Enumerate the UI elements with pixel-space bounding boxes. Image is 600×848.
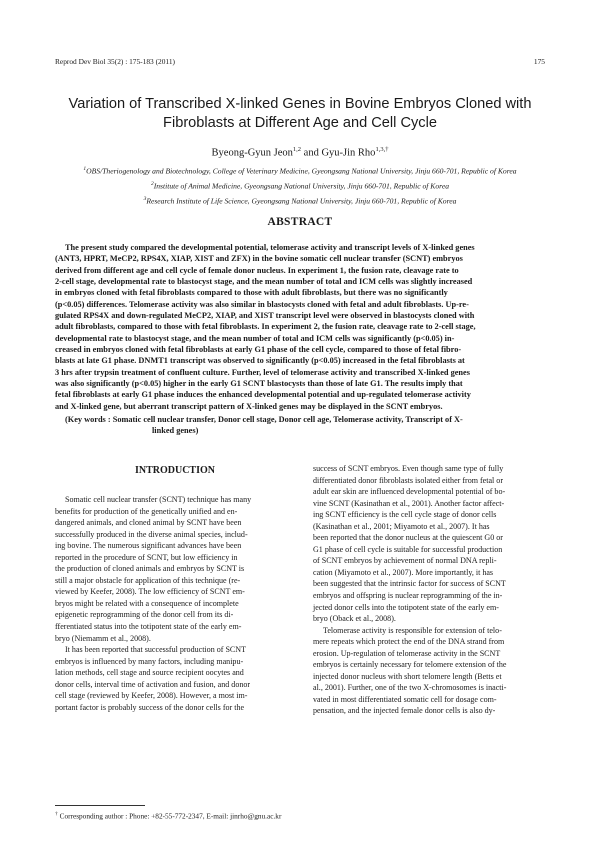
affiliation-line: $^3$Research Institute of Life Science, Gyeongsang National University, Jinju 660-701, Republic of Korea: [143, 196, 457, 206]
abstract-body: The present study compared the developmental potential, telomerase activity and transcript levels of X-linked genes (ANT3, HPRT, MeCP2, RPS4X, XIAP, XIST and ZFX) in the bovine somatic cell nuclear transfer (SCNT) embryos derived from different age and cell cycle of female donor nucleus. In experiment 1, the fusion rate, cleavage rate to 2-cell stage, developmental rate to blastocyst stage, and the mean number of total and ICM cells was slightly increased in embryos cloned with fetal fibroblasts compared to those with adult fibroblasts, but there was no significantly (p<0.05) differences. Telomerase activity was also similar in blastocysts cloned with fetal and adult fibroblasts. Up-re- gulated RPS4X and down-regulated MeCP2, XIAP, and XIST transcript level were observed in blastocysts cloned with adult fibroblasts, compared to those with fetal fibroblasts. In experiment 2, the fusion rate, cleavage rate to 2-cell stage, developmental rate to blastocyst stage, and the mean number of total and ICM cells was significantly (p<0.05) in- creased in embryos cloned with fetal fibroblasts at early G1 phase of the cell cycle, compared to those of fetal fibro- blasts at late G1 phase. DNMT1 transcript was observed to significantly (p<0.05) increased in the fetal fibroblasts at 3 hrs after trypsin treatment of confluent culture. Further, level of telomerase activity and transcribed X-linked genes was also significantly (p<0.05) higher in the early G1 SCNT blastocysts than those of late G1. The results imply that fetal fibroblasts at early G1 phase induces the enhanced developmental potential and up-regulated telomerase activity and X-linked gene, but aberrant transcript pattern of X-linked genes may be displayed in the SCNT embryos.: [55, 243, 476, 411]
article-title: [40, 95, 560, 133]
title-line: Fibroblasts at Different Age and Cell Cycle: [163, 115, 437, 131]
author-affiliation-mark: 1,3,†: [375, 146, 389, 153]
page-number: 175: [533, 57, 545, 66]
abstract-heading: ABSTRACT: [267, 216, 333, 228]
corresponding-author-footnote: [55, 811, 281, 820]
body-column-right: success of SCNT embryos. Even though same type of fully differentiated donor fibroblasts isolated either from fetal or adult ear skin are influenced developmental potential of bo- vine SCNT (Kasinathan et al., 2001). Another factor affect- ing SCNT efficiency is the cell cycle stage of donor cells (Kasinathan et al., 2001; Miyamoto et al., 2007). It has been reported that the donor nucleus at the quiescent G0 or G1 phase of cell cycle is suitable for successful production of SCNT embryos by achievement of normal DNA repli- cation (Miyamoto et al., 2007). More importantly, it has been suggested that the intrinsic factor for success of SCNT embryos and offspring is nuclear reprogramming of the in- jected donor cells into the totipotent state of the early em- bryo (Oback et al., 2008). Telomerase activity is responsible for extension of telo- mere repeats which protect the end of the DNA strand from erosion. Up-regulation of telomerase activity in the SCNT embryos is certainly necessary for telomere extension of the injected donor nucleus with short telomere length (Betts et al., 2001). Further, one of the two X-chromosomes is inacti- vated in most differentiated somatic cell for dosage com- pensation, and the injected female donor cells is also dy-: [313, 464, 507, 716]
footnote-mark: †: [55, 811, 58, 817]
affiliation-line: $^2$Institute of Animal Medicine, Gyeongsang National University, Jinju 660-701, Republic of Korea: [150, 181, 450, 191]
journal-citation: Reprod Dev Biol 35(2) : 175-183 (2011): [55, 57, 176, 66]
body-column-left: Somatic cell nuclear transfer (SCNT) technique has many benefits for production of the genetically unified and en- dangered animals, and cloned animal by SCNT have been successfully produced in the diverse animal species, includ- ing bovine. The numerous significant advances have been reported in the procedure of SCNT, but low efficiency in the production of cloned animals and embryos by SCNT is still a major obstacle for application of this technique (re- viewed by Keefer, 2008). The low efficiency of SCNT em- bryos might be related with a consequence of incomplete epigenetic reprogramming of the donor cell from its di- fferentiated status into the totipotent state of the early em- bryo (Niemamm et al., 2008). It has been reported that successful production of SCNT embryos is influenced by many factors, including manipu- lation methods, cell stage and source recipient oocytes and donor cells, interval time of activation and fusion, and donor cell stage (reviewed by Keefer, 2008). However, a most im- portant factor is probably success of the donor cells for the: [55, 495, 252, 712]
author-name: Byeong-Gyun Jeon: [211, 147, 293, 159]
author-list: [40, 146, 560, 159]
keywords: (Key words : Somatic cell nuclear transfer, Donor cell stage, Donor cell age, Telomerase activity, Transcript of X- linked genes): [65, 415, 463, 436]
affiliations: [30, 163, 570, 208]
title-line: Variation of Transcribed X-linked Genes in Bovine Embryos Cloned with: [68, 96, 532, 112]
introduction-heading: INTRODUCTION: [134, 465, 215, 476]
author-name: Gyu-Jin Rho: [321, 147, 376, 159]
affiliation-line: $^1$OBS/Theriogenology and Biotechnology, College of Veterinary Medicine, Gyeongsang National University, Jinju 660-701, Republic of Korea: [83, 166, 517, 176]
author-separator: and: [301, 147, 322, 159]
footnote-divider: [55, 805, 145, 806]
author-affiliation-mark: 1,2: [292, 146, 302, 153]
footnote-text: Corresponding author : Phone: +82-55-772-2347, E-mail: jinrho@gnu.ac.kr: [59, 811, 282, 821]
